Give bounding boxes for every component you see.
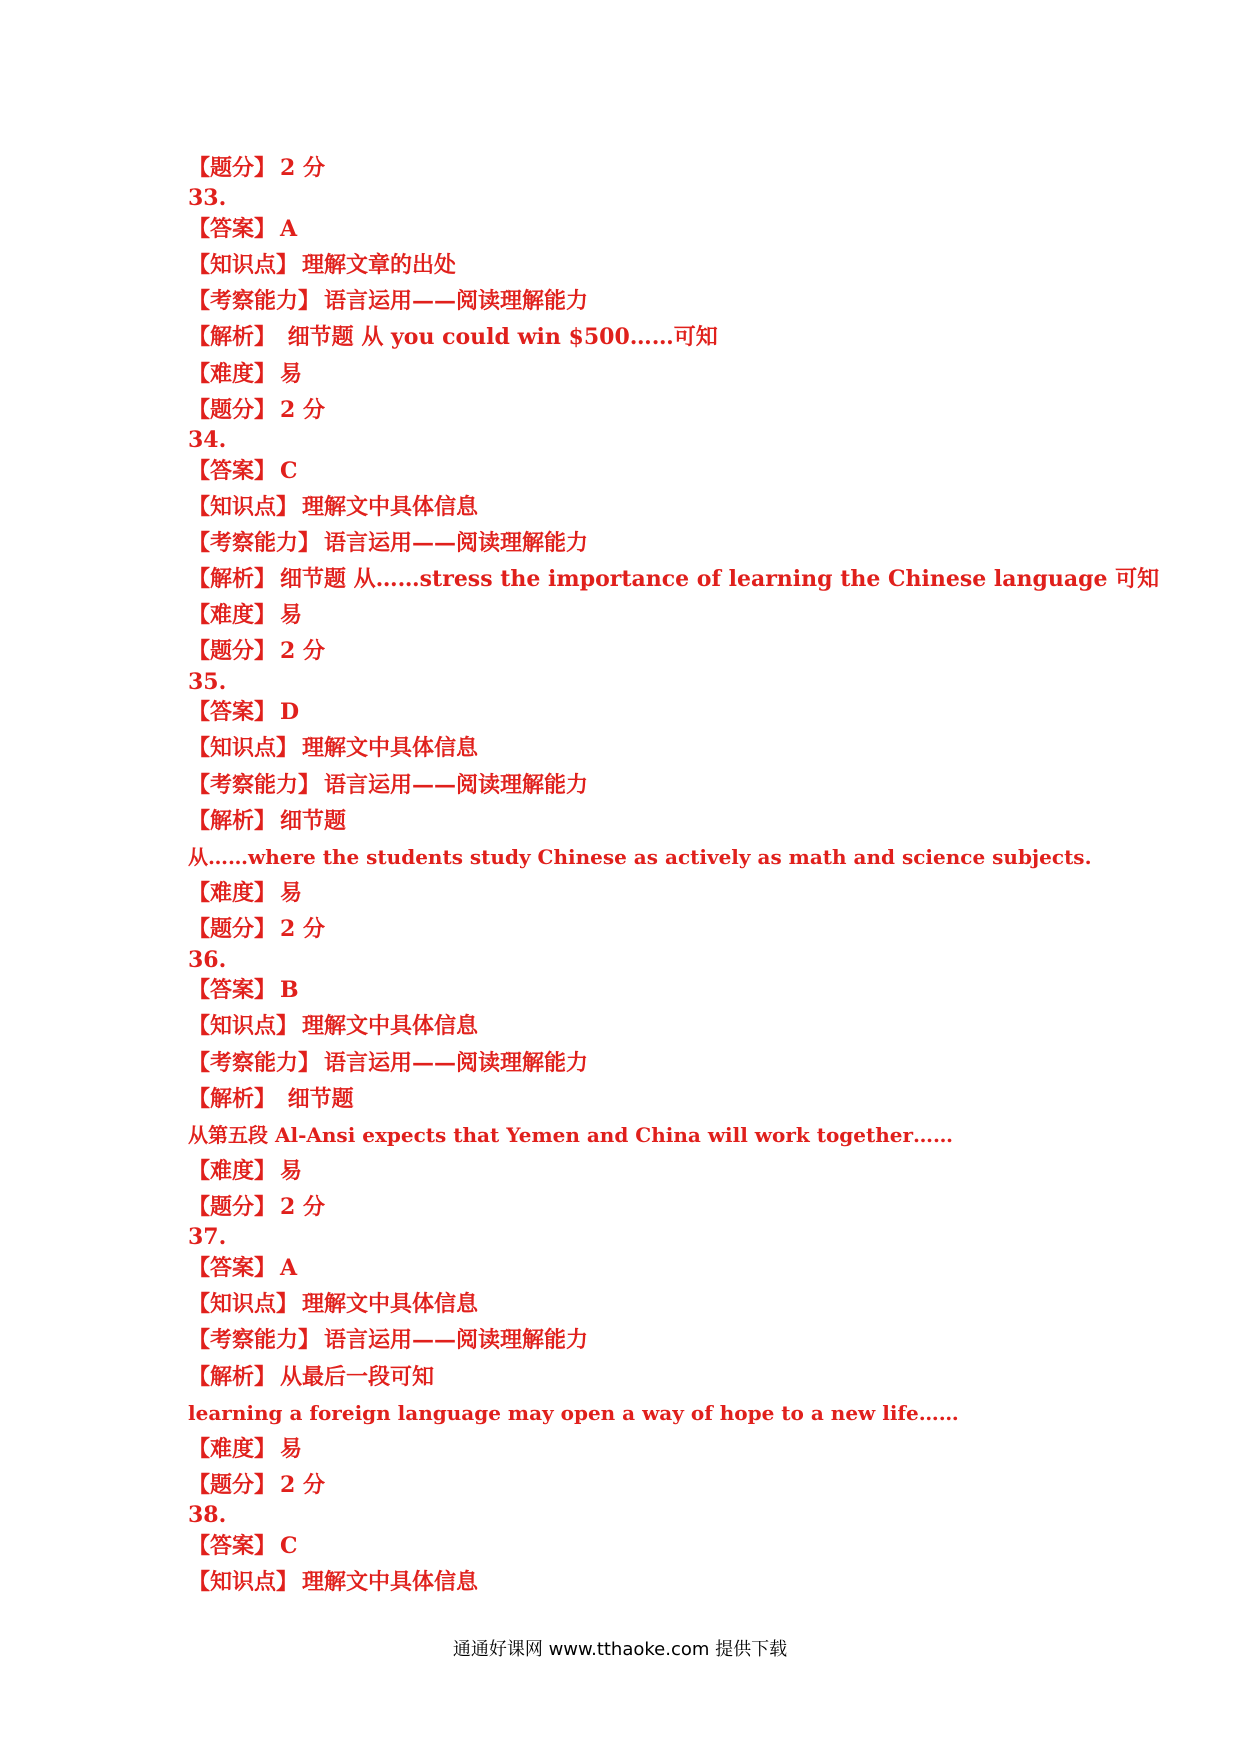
answer-field-row (188, 1008, 1088, 1044)
field-label: 【答案】 (188, 1255, 277, 1282)
field-value: 2 分 (280, 638, 325, 665)
field-label: 【解析】 (188, 807, 277, 834)
field-value: 语言运用——阅读理解能力 (324, 1049, 589, 1076)
field-label: 【难度】 (188, 602, 277, 629)
field-value: 语言运用——阅读理解能力 (324, 288, 589, 315)
field-value: C (280, 457, 298, 484)
field-label: 【知识点】 (188, 1291, 299, 1318)
field-label: 【解析】 (188, 1363, 277, 1390)
answer-field-row (188, 453, 1088, 489)
field-value: 细节题 (280, 807, 347, 834)
answer-field-row (188, 803, 1088, 839)
answer-field-row (188, 911, 1088, 947)
answer-field-row (188, 392, 1088, 428)
answer-field-row (188, 356, 1088, 392)
answer-field-row (188, 1431, 1088, 1467)
field-value: 易 (280, 1435, 303, 1462)
answer-field-row (188, 211, 1088, 247)
field-value: 易 (280, 880, 303, 907)
field-label: 【考察能力】 (188, 1049, 321, 1076)
field-value: A (280, 1255, 298, 1282)
answer-field-row (188, 1359, 1088, 1395)
field-label: 【题分】 (188, 638, 277, 665)
question-number: 33. (188, 185, 227, 212)
field-label: 【考察能力】 (188, 288, 321, 315)
field-label: 【知识点】 (188, 1569, 299, 1596)
field-value: 理解文中具体信息 (302, 1013, 479, 1040)
answer-field-row (188, 875, 1088, 911)
answer-field-row (188, 247, 1088, 283)
field-value: 细节题 从 you could win $500……可知 (280, 324, 718, 351)
question-number: 35. (188, 668, 227, 695)
explanation-text: learning a foreign language may open a way of hope to a new life…… (188, 1400, 959, 1425)
answer-field-row (188, 972, 1088, 1008)
field-label: 【题分】 (188, 1472, 277, 1499)
question-number: 37. (188, 1224, 227, 1251)
answer-field-row (188, 730, 1088, 766)
field-value: 2 分 (280, 1194, 325, 1221)
question-number: 34. (188, 426, 227, 453)
field-value: C (280, 1532, 298, 1559)
field-label: 【题分】 (188, 916, 277, 943)
field-label: 【难度】 (188, 880, 277, 907)
page-footer: 通通好课网 www.tthaoke.com 提供下载 (452, 1639, 788, 1660)
field-value: 语言运用——阅读理解能力 (324, 771, 589, 798)
answer-field-row (188, 1045, 1088, 1081)
field-label: 【难度】 (188, 1158, 277, 1185)
field-value: 易 (280, 602, 303, 629)
field-label: 【答案】 (188, 215, 277, 242)
answer-field-row (188, 561, 1160, 597)
answer-field-row (188, 525, 1088, 561)
answer-field-row (188, 1081, 1088, 1117)
answer-field-row (188, 1286, 1088, 1322)
field-value: 细节题 (280, 1085, 354, 1112)
field-label: 【题分】 (188, 1194, 277, 1221)
field-value: 易 (280, 360, 303, 387)
answer-field-row (188, 1189, 1088, 1225)
field-value: 易 (280, 1158, 303, 1185)
field-label: 【难度】 (188, 1435, 277, 1462)
answer-key-document (188, 150, 1160, 1600)
field-label: 【考察能力】 (188, 1327, 321, 1354)
field-value: 理解文章的出处 (302, 251, 457, 278)
field-label: 【题分】 (188, 155, 277, 181)
field-value: 2 分 (280, 1472, 325, 1499)
field-value: 理解文中具体信息 (302, 493, 479, 520)
answer-field-row (188, 1322, 1088, 1358)
field-label: 【知识点】 (188, 493, 299, 520)
field-value: D (280, 699, 300, 726)
field-label: 【解析】 (188, 1085, 277, 1112)
field-label: 【考察能力】 (188, 771, 321, 798)
field-value: 理解文中具体信息 (302, 735, 479, 762)
field-label: 【知识点】 (188, 251, 299, 278)
question-number: 36. (188, 946, 227, 973)
answer-field-row (188, 694, 1088, 730)
field-label: 【解析】 (188, 566, 277, 593)
field-value: 细节题 从……stress the importance of learning the Chinese language 可知 (280, 566, 1160, 593)
answer-field-row (188, 489, 1088, 525)
answer-field-row (188, 633, 1088, 669)
field-label: 【答案】 (188, 977, 277, 1004)
field-label: 【解析】 (188, 324, 277, 351)
field-value: 理解文中具体信息 (302, 1569, 479, 1596)
field-label: 【考察能力】 (188, 529, 321, 556)
field-value: 2 分 (280, 916, 325, 943)
answer-field-row (188, 150, 1088, 186)
field-value: 理解文中具体信息 (302, 1291, 479, 1318)
answer-field-row (188, 597, 1088, 633)
question-number: 38. (188, 1502, 227, 1529)
field-label: 【知识点】 (188, 735, 299, 762)
field-label: 【题分】 (188, 396, 277, 423)
field-label: 【答案】 (188, 699, 277, 726)
explanation-text: 从……where the students study Chinese as actively as math and science subjects. (188, 844, 1092, 869)
answer-field-row (188, 1528, 1088, 1564)
answer-field-row (188, 1153, 1088, 1189)
answer-field-row (188, 1564, 1088, 1600)
field-value: 语言运用——阅读理解能力 (324, 529, 589, 556)
answer-field-row (188, 1250, 1088, 1286)
answer-field-row (188, 767, 1088, 803)
answer-field-row (188, 283, 1088, 319)
field-value: A (280, 215, 298, 242)
field-value: B (280, 977, 299, 1004)
field-value: 从最后一段可知 (280, 1363, 435, 1390)
answer-field-row (188, 319, 1088, 355)
field-label: 【知识点】 (188, 1013, 299, 1040)
field-value: 2 分 (280, 155, 325, 181)
field-label: 【难度】 (188, 360, 277, 387)
field-value: 2 分 (280, 396, 325, 423)
field-value: 语言运用——阅读理解能力 (324, 1327, 589, 1354)
answer-field-row (188, 1467, 1088, 1503)
field-label: 【答案】 (188, 1532, 277, 1559)
explanation-text: 从第五段 Al-Ansi expects that Yemen and China will work together…… (188, 1122, 954, 1147)
field-label: 【答案】 (188, 457, 277, 484)
